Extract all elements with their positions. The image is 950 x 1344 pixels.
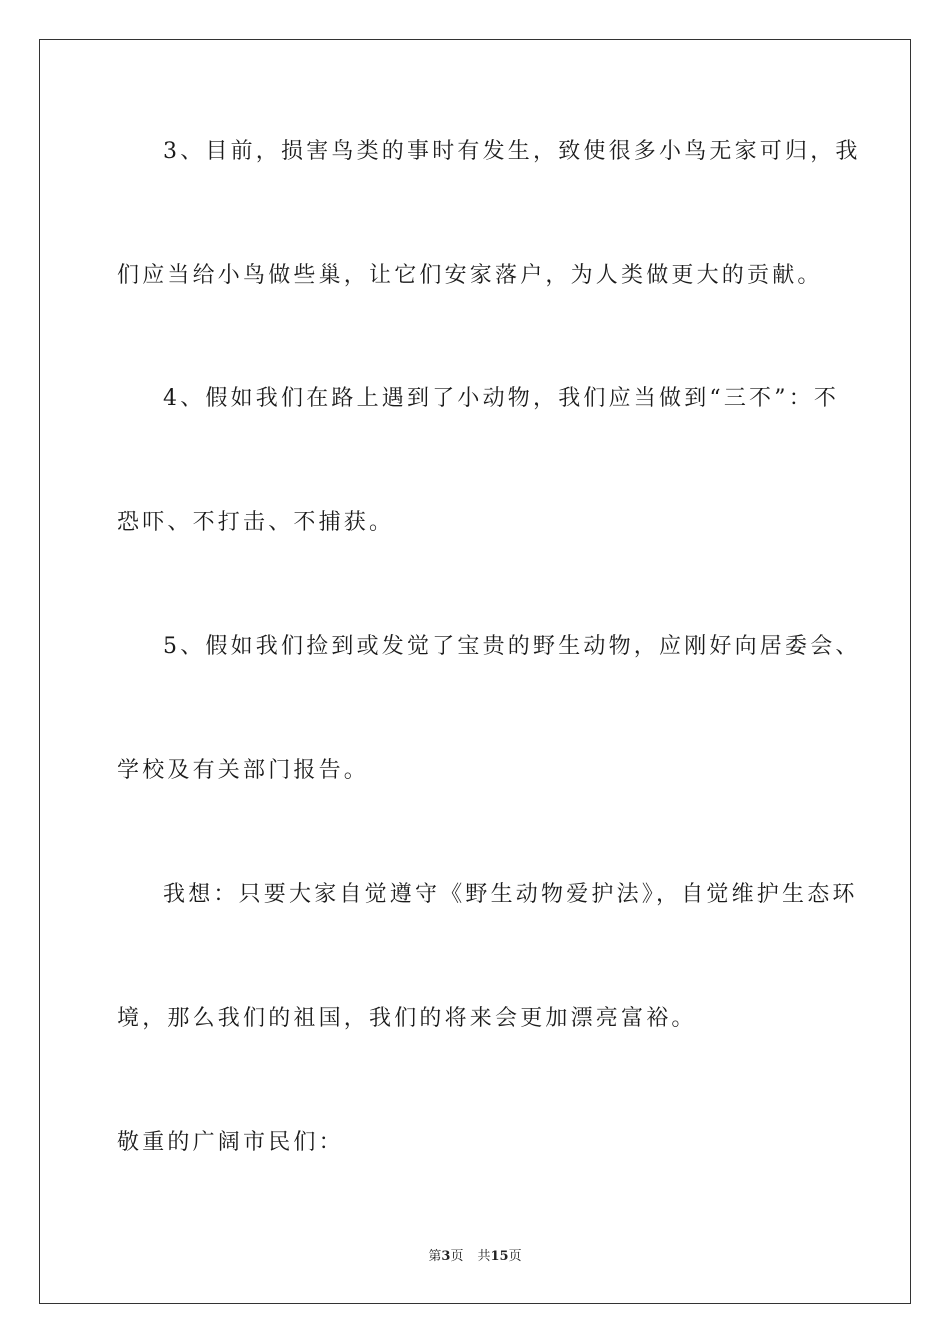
paragraph-5-line-2: 学校及有关部门报告。	[117, 758, 370, 783]
paragraph-4-line-1: 4、假如我们在路上遇到了小动物，我们应当做到“三不”：不	[163, 386, 840, 411]
paragraph-4-line-2: 恐吓、不打击、不捕获。	[117, 510, 395, 535]
total-suffix: 页	[508, 1249, 522, 1264]
page-suffix: 页	[450, 1249, 464, 1264]
salutation: 敬重的广阔市民们：	[117, 1130, 344, 1155]
page-prefix: 第	[428, 1249, 442, 1264]
conclusion-line-1: 我想：只要大家自觉遵守《野生动物爱护法》，自觉维护生态环	[163, 882, 858, 907]
page-border	[39, 39, 911, 1304]
paragraph-3-line-2: 们应当给小鸟做些巢，让它们安家落户，为人类做更大的贡献。	[117, 263, 823, 288]
page-number: 3	[441, 1249, 451, 1264]
page-footer	[0, 1248, 950, 1266]
total-prefix: 共	[477, 1249, 491, 1264]
paragraph-3-line-1: 3、目前，损害鸟类的事时有发生，致使很多小鸟无家可归，我	[163, 139, 861, 164]
conclusion-line-2: 境，那么我们的祖国，我们的将来会更加漂亮富裕。	[117, 1006, 697, 1031]
total-pages: 15	[490, 1249, 509, 1264]
paragraph-5-line-1: 5、假如我们捡到或发觉了宝贵的野生动物，应刚好向居委会、	[163, 634, 861, 659]
